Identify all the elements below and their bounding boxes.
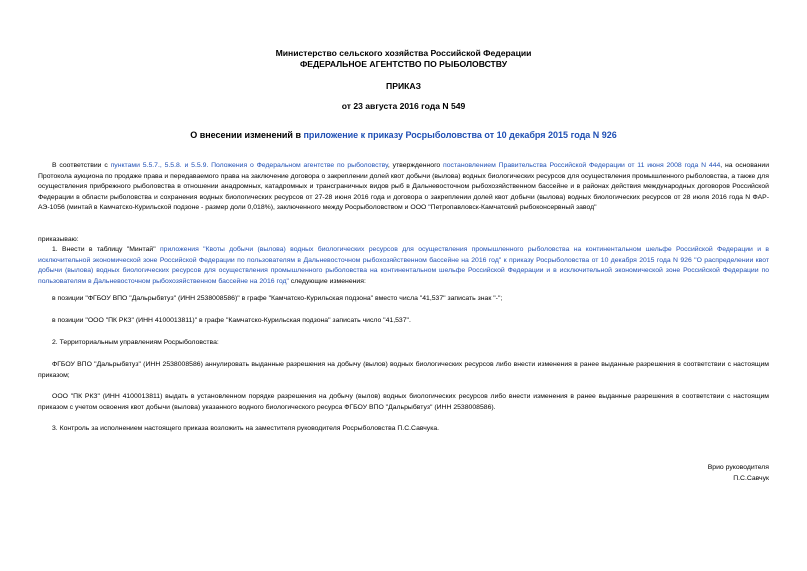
signature-position: Врио руководителя [707, 464, 769, 471]
item-2-sub-2-text: ООО "ПК РКЗ" (ИНН 4100013811) выдать в установленном порядке разрешения на добычу (вылов) водных биологических ресурсов либо внести изменения в ранее выданные разрешения в соответствии с настоящим приказом с учетом освоения квот добычи (вылова) указанного водного биологического ресурса ФГБОУ ВПО "Дальрыбвтуз" (ИНН 2538008586). [38, 393, 769, 411]
order-word: приказываю: [38, 236, 79, 243]
item-2-paragraph [38, 338, 769, 349]
ministry-name: Министерство сельского хозяйства Российской Федерации [275, 48, 532, 58]
intro-link-regulation[interactable]: пунктами 5.5.7., 5.5.8. и 5.5.9. Положения о Федеральном агентстве по рыболовству [110, 162, 388, 169]
doc-title-prefix: О внесении изменений в [190, 130, 304, 140]
doc-title [0, 130, 807, 141]
doc-type: ПРИКАЗ [386, 81, 421, 91]
item-1-sub-1 [38, 294, 769, 305]
item-1-link-appendix[interactable]: приложения "Квоты добычи (вылова) водных биологических ресурсов для осуществления промышленного рыболовства на континентальном шельфе Российской Федерации и в исключительной экономической зоне Российской Федерации по пользователям в Дальневосточном рыбохозяйственном бассейне на 2016 год" к приказу Росрыболовства от 10 декабря 2015 года N 926 "О распределении квот добычи (вылова) водных биологических ресурсов для осуществления промышленного рыболовства на континентальном шельфе Российской Федерации и в исключительной экономической зоне Российской Федерации по пользователям в Дальневосточном рыбохозяйственном бассейне на 2016 год" [38, 246, 769, 285]
intro-text-3: , на основании Протокола аукциона по продаже права и передаваемого права на заключение договора о закреплении долей квот добычи (вылова) водных биологических ресурсов для осуществления промышленного рыболовства, а также для осуществления прибрежного рыболовства в отношении анадромных, катадромных и трансграничных видов рыб в Дальневосточном рыбохозяйственном бассейне и в районах действия международных договоров Российской Федерации в области рыболовства и сохранения водных биологических ресурсов от 27-28 июня 2016 года и договора о закреплении долей квот добычи (вылова) водных биологических ресурсов от 28 июля 2016 года N ФАР-АЭ-1056 (минтай в Камчатско-Курильской подзоне - размер доли 0,018%), заключенного между Росрыболовством и ООО "Петропавловск-Камчатский рыбоконсервный завод" [38, 162, 770, 211]
doc-date: от 23 августа 2016 года N 549 [341, 101, 466, 111]
intro-link-resolution[interactable]: постановлением Правительства Российской Федерации от 11 июня 2008 года N 444 [443, 162, 721, 169]
item-1-sub-1-text: в позиции "ФГБОУ ВПО "Дальрыбвтуз" (ИНН 2538008586)" в графе "Камчатско-Курильская подзона" вместо числа "41,537" записать знак "-"; [52, 295, 503, 302]
item-1-text-2: следующие изменения: [288, 277, 366, 285]
item-1-text-1: 1. Внести в таблицу "Минтай" [52, 246, 160, 253]
agency-name: ФЕДЕРАЛЬНОЕ АГЕНТСТВО ПО РЫБОЛОВСТВУ [299, 59, 508, 69]
item-2-sub-1-text: ФГБОУ ВПО "Дальрыбвтуз" (ИНН 2538008586) аннулировать выданные разрешения на добычу (вылов) водных биологических ресурсов либо внести изменения в ранее выданные разрешения в соответствии с настоящим приказом; [38, 361, 769, 379]
item-2-sub-2 [38, 392, 769, 413]
item-2-text: 2. Территориальным управлениям Росрыболовства: [52, 339, 219, 346]
intro-paragraph [38, 161, 769, 214]
item-2-sub-1 [38, 360, 769, 381]
item-1-paragraph [38, 245, 769, 287]
item-3-text: 3. Контроль за исполнением настоящего приказа возложить на заместителя руководителя Росрыболовства П.С.Савчука. [52, 425, 440, 432]
intro-text-1: В соответствии с [52, 162, 111, 169]
item-3-paragraph [38, 424, 769, 435]
item-1-sub-2 [38, 316, 769, 327]
intro-text-2: , утвержденного [387, 162, 444, 169]
doc-title-link[interactable]: приложение к приказу Росрыболовства от 10 декабря 2015 года N 926 [303, 130, 617, 140]
item-1-sub-2-text: в позиции "ООО "ПК РКЗ" (ИНН 4100013811)" в графе "Камчатско-Курильская подзона" записать число "41,537". [52, 317, 411, 324]
signature-name: П.С.Савчук [733, 475, 769, 482]
